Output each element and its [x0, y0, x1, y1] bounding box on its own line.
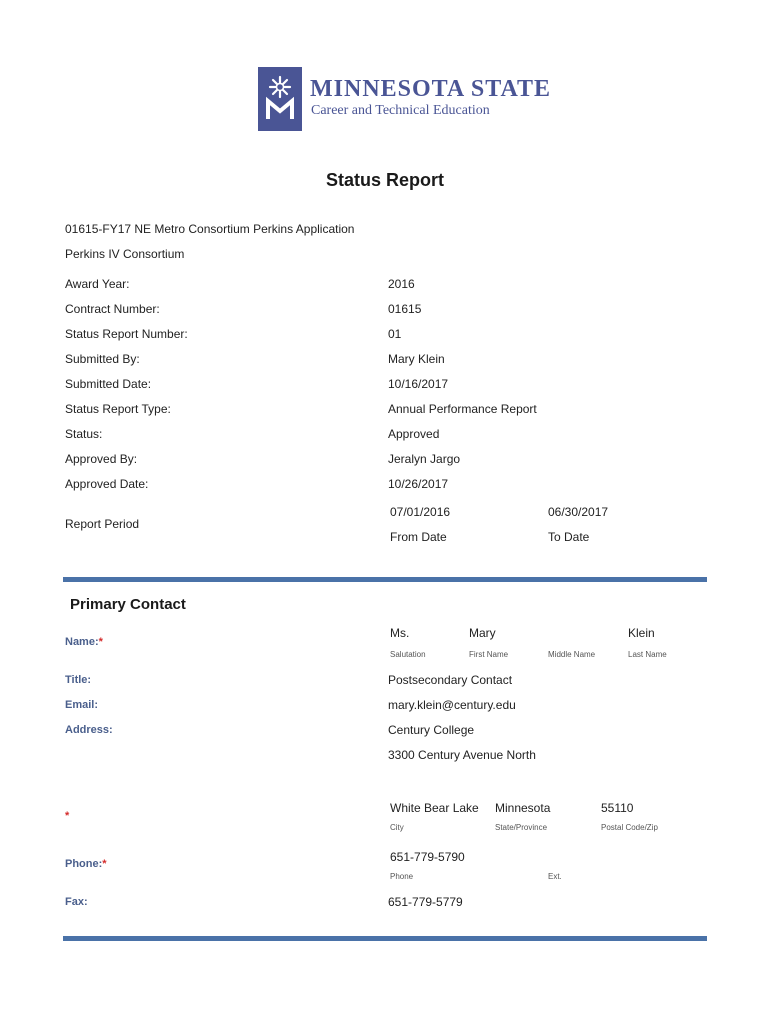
field-value-status-report-number: 01 [388, 327, 402, 341]
field-label-status-report-number: Status Report Number: [65, 327, 188, 341]
address-line1: Century College [388, 723, 475, 737]
city-required-marker: * [65, 810, 70, 822]
email-label: Email: [65, 699, 99, 711]
zip-label: Postal Code/Zip [601, 823, 658, 832]
field-label-status: Status: [65, 427, 103, 441]
address-label: Address: [65, 724, 113, 736]
section-divider-bottom [63, 936, 707, 941]
program-name: Perkins IV Consortium [65, 247, 185, 261]
first-name-label: First Name [469, 650, 509, 659]
fax-value: 651-779-5779 [388, 895, 463, 909]
field-label-approved-date: Approved Date: [65, 477, 149, 491]
section-divider-top [63, 577, 707, 582]
fax-label: Fax: [65, 896, 88, 908]
application-name: 01615-FY17 NE Metro Consortium Perkins Application [65, 222, 355, 236]
report-period-to-label: To Date [548, 530, 590, 544]
email-value: mary.klein@century.edu [388, 698, 516, 712]
last-name-label: Last Name [628, 650, 667, 659]
salutation-label: Salutation [390, 650, 426, 659]
page-title: Status Report [325, 170, 444, 190]
report-period-from-label: From Date [390, 530, 447, 544]
field-value-submitted-by: Mary Klein [388, 352, 445, 366]
address-line2: 3300 Century Avenue North [388, 748, 536, 762]
first-name-value: Mary [469, 626, 496, 640]
ext-label: Ext. [548, 872, 562, 881]
phone-required-marker: * [102, 858, 107, 870]
field-label-submitted-date: Submitted Date: [65, 377, 152, 391]
primary-contact-heading: Primary Contact [70, 596, 186, 613]
minnesota-state-logo-mark [258, 67, 302, 131]
field-label-contract-number: Contract Number: [65, 302, 160, 316]
phone-sub-label: Phone [390, 872, 414, 881]
title-value: Postsecondary Contact [388, 673, 513, 687]
middle-name-label: Middle Name [548, 650, 596, 659]
report-period-to-value: 06/30/2017 [548, 505, 609, 519]
city-label: City [390, 823, 404, 832]
field-value-submitted-date: 10/16/2017 [388, 377, 449, 391]
state-value: Minnesota [495, 801, 551, 815]
field-label-status-report-type: Status Report Type: [65, 402, 171, 416]
field-label-approved-by: Approved By: [65, 452, 138, 466]
field-value-status-report-type: Annual Performance Report [388, 402, 537, 416]
required-marker: * [98, 636, 103, 648]
field-label-award-year: Award Year: [65, 277, 130, 291]
field-value-award-year: 2016 [388, 277, 415, 291]
report-period-from-value: 07/01/2016 [390, 505, 451, 519]
last-name-value: Klein [628, 626, 655, 640]
phone-label [65, 858, 107, 870]
logo-subtitle: Career and Technical Education [311, 103, 490, 118]
state-label: State/Province [495, 823, 548, 832]
salutation-value: Ms. [390, 626, 410, 640]
title-label: Title: [65, 674, 92, 686]
phone-label-text: Phone: [65, 858, 103, 870]
city-value: White Bear Lake [390, 801, 479, 815]
name-label [65, 636, 103, 648]
phone-value: 651-779-5790 [390, 850, 465, 864]
field-value-contract-number: 01615 [388, 302, 422, 316]
field-label-submitted-by: Submitted By: [65, 352, 140, 366]
logo-title: MINNESOTA STATE [310, 76, 552, 102]
field-value-status: Approved [388, 427, 440, 441]
name-label-text: Name: [65, 636, 99, 648]
field-value-approved-date: 10/26/2017 [388, 477, 449, 491]
field-value-approved-by: Jeralyn Jargo [388, 452, 461, 466]
zip-value: 55110 [601, 801, 634, 815]
report-period-label: Report Period [65, 517, 140, 531]
